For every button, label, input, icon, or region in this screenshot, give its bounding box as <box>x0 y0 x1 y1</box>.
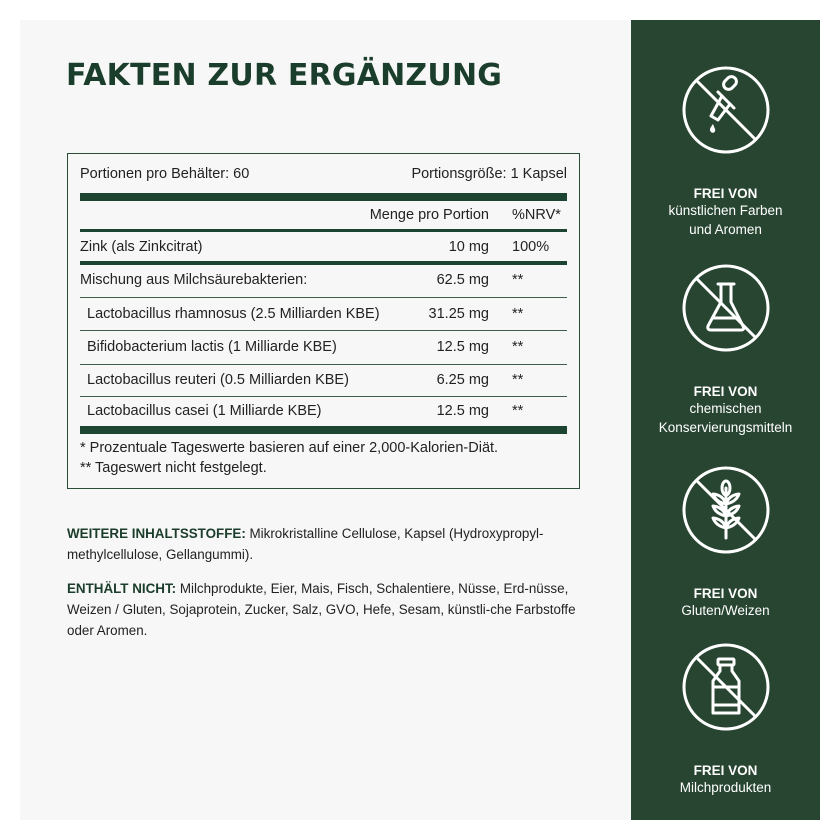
other-ingredients-text: Mikrokristalline Cellulose, Kapsel (Hydroxypropyl-methylcellulose, Gellangummi). <box>67 526 544 562</box>
ingredient-name: Lactobacillus casei (1 Milliarde KBE) <box>87 403 322 419</box>
feature-sidebar <box>631 20 820 820</box>
ingredient-amount: 6.25 mg <box>436 372 489 388</box>
feature-line: und Aromen <box>689 222 762 237</box>
feature-line: Gluten/Weizen <box>681 603 770 618</box>
feature-line: Konservierungsmitteln <box>658 420 793 435</box>
feature-free-from-gluten <box>631 464 820 620</box>
servings-per-container: Portionen pro Behälter: 60 <box>80 166 250 182</box>
page-title: FAKTEN ZUR ERGÄNZUNG <box>66 58 503 93</box>
medium-divider <box>80 261 567 265</box>
feature-free-from-artificial-colors <box>631 64 820 239</box>
ingredient-nrv: ** <box>512 272 524 288</box>
medium-divider <box>80 229 567 232</box>
ingredient-name: Zink (als Zinkcitrat) <box>80 239 203 255</box>
footnote-2: ** Tageswert nicht festgelegt. <box>80 460 267 476</box>
wheat-icon <box>680 464 772 556</box>
feature-heading: FREI VON <box>693 586 758 601</box>
row-divider <box>80 297 567 298</box>
serving-size: Portionsgröße: 1 Kapsel <box>411 166 567 182</box>
does-not-contain <box>67 578 582 641</box>
dropper-icon <box>680 64 772 156</box>
does-not-contain-label: ENTHÄLT NICHT: <box>67 581 177 596</box>
ingredient-amount: 31.25 mg <box>428 306 489 322</box>
milk-bottle-icon <box>680 641 772 733</box>
feature-line: chemischen <box>689 401 762 416</box>
ingredient-nrv: ** <box>512 306 524 322</box>
feature-heading: FREI VON <box>693 763 758 778</box>
row-divider <box>80 396 567 397</box>
other-ingredients-label: WEITERE INHALTSSTOFFE: <box>67 526 246 541</box>
ingredient-name: Mischung aus Milchsäurebakterien: <box>80 272 308 288</box>
ingredient-name: Lactobacillus reuteri (0.5 Milliarden KBE) <box>87 372 349 388</box>
feature-heading: FREI VON <box>693 384 758 399</box>
ingredient-name: Bifidobacterium lactis (1 Milliarde KBE) <box>87 339 337 355</box>
feature-line: künstlichen Farben <box>668 203 783 218</box>
other-ingredients <box>67 523 582 565</box>
ingredient-nrv: ** <box>512 339 524 355</box>
feature-heading: FREI VON <box>693 186 758 201</box>
feature-free-from-preservatives <box>631 262 820 437</box>
row-divider <box>80 330 567 331</box>
ingredient-nrv: 100% <box>512 239 550 255</box>
feature-line: Milchprodukten <box>679 780 772 795</box>
footnote-1: * Prozentuale Tageswerte basieren auf einer 2,000-Kalorien-Diät. <box>80 440 499 456</box>
thick-divider <box>80 193 567 201</box>
ingredient-amount: 62.5 mg <box>436 272 489 288</box>
ingredient-amount: 12.5 mg <box>436 403 489 419</box>
flask-icon <box>680 262 772 354</box>
amount-per-serving-header: Menge pro Portion <box>369 207 489 223</box>
does-not-contain-text: Milchprodukte, Eier, Mais, Fisch, Schalentiere, Nüsse, Erd-nüsse, Weizen / Gluten, Sojaprotein, Zucker, Salz, GVO, Hefe, Sesam, künstli-che Farbstoffe oder Aromen. <box>67 581 576 638</box>
ingredient-amount: 10 mg <box>448 239 489 255</box>
ingredient-nrv: ** <box>512 403 524 419</box>
ingredient-nrv: ** <box>512 372 524 388</box>
supplement-facts-table <box>67 153 580 489</box>
feature-free-from-dairy <box>631 641 820 797</box>
ingredient-amount: 12.5 mg <box>436 339 489 355</box>
ingredient-name: Lactobacillus rhamnosus (2.5 Milliarden KBE) <box>87 306 380 322</box>
nrv-header: %NRV* <box>512 207 561 223</box>
row-divider <box>80 364 567 365</box>
thick-divider <box>80 426 567 434</box>
